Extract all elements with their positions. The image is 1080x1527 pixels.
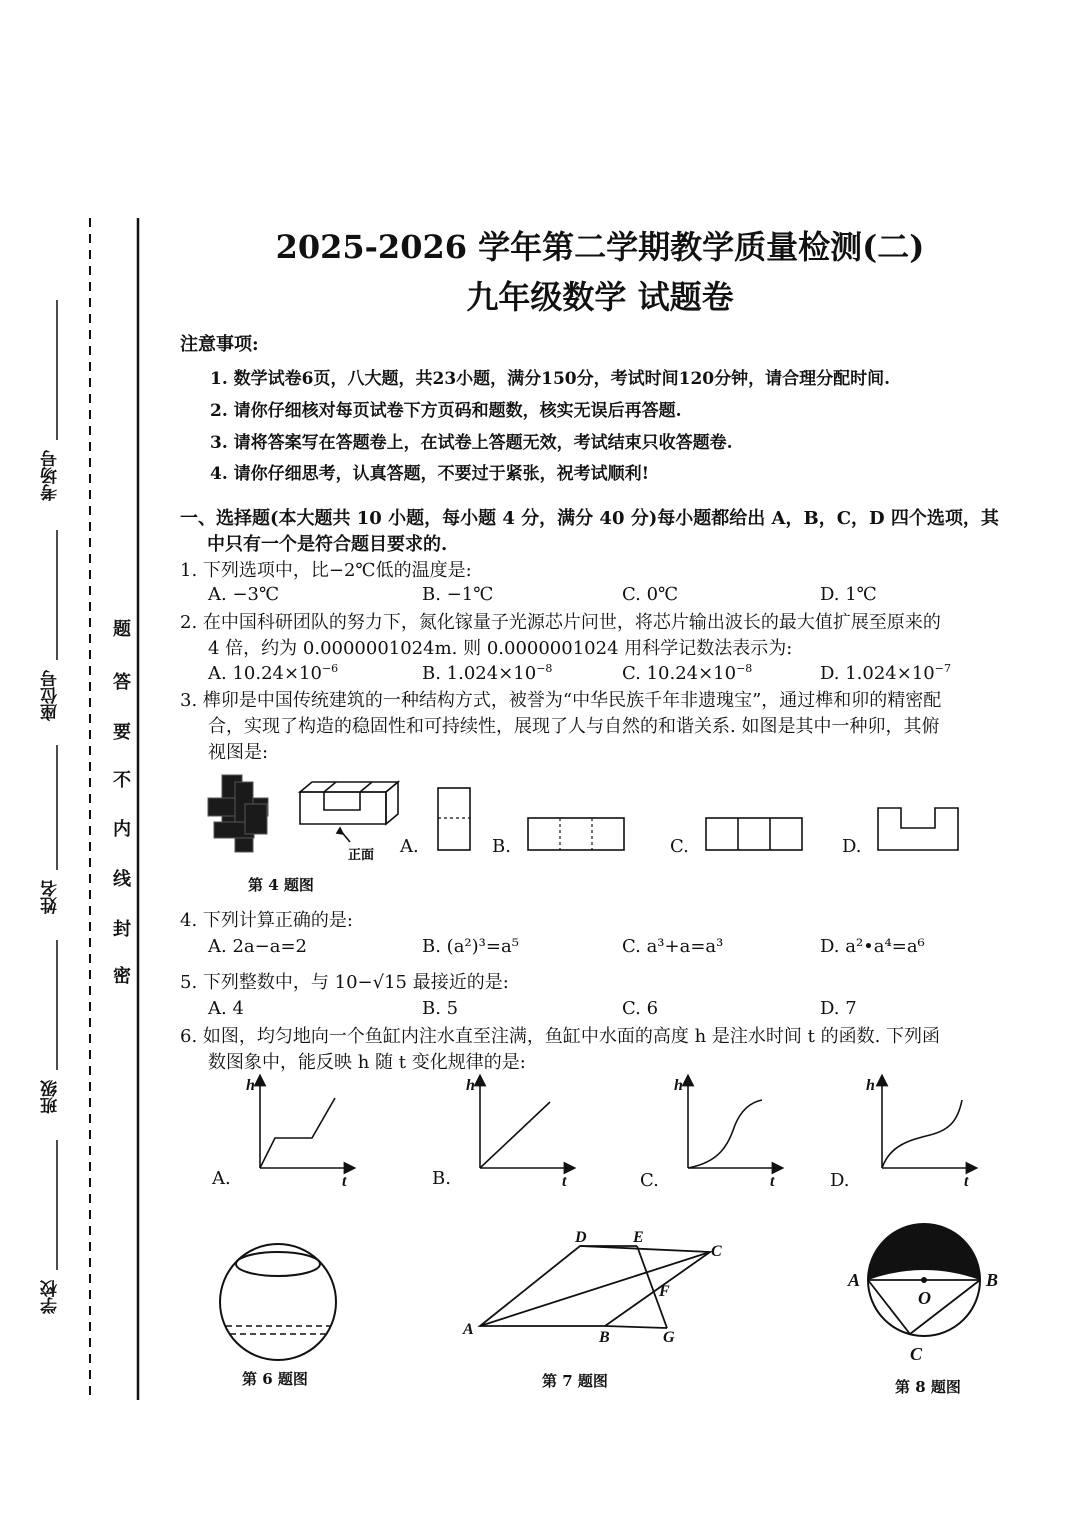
point-label-d: D (575, 1229, 587, 1246)
q2-option-d-exp: −7 (934, 662, 951, 675)
point-label-b: B (986, 1270, 999, 1290)
section-heading (180, 506, 1040, 558)
q5-option-c: C. 6 (622, 998, 659, 1019)
q2-stem-line1: 2. 在中国科研团队的努力下，氮化镓量子光源芯片问世，将芯片输出波长的最大值扩展至原来的 (180, 612, 941, 633)
fig7-geometry (455, 1228, 735, 1348)
seal-char: 答 (113, 672, 131, 693)
q3-option-a: A. (400, 836, 419, 857)
point-label-o: O (918, 1288, 931, 1308)
point-label-a: A (848, 1270, 861, 1290)
q5-stem: 5. 下列整数中，与 10−√15 最接近的是: (180, 972, 509, 993)
seal-char: 内 (113, 819, 131, 840)
q4-stem: 4. 下列计算正确的是: (180, 910, 353, 931)
q4-option-b: B. (a²)³=a⁵ (422, 936, 519, 957)
q2-option-b-base: B. 1.024×10 (422, 663, 537, 684)
q2-option-b-exp: −8 (536, 662, 553, 675)
field-name: 姓名 (41, 880, 61, 914)
q3-option-d: D. (842, 836, 862, 857)
q4-option-a: A. 2a−a=2 (208, 936, 307, 957)
point-label-g: G (663, 1329, 675, 1346)
q5-option-a: A. 4 (208, 998, 244, 1019)
axis-t-label: t (342, 1173, 347, 1190)
axis-t-label: t (562, 1173, 567, 1190)
exam-title: 2025-2026 学年第二学期教学质量检测(二) (275, 228, 925, 266)
q1-option-c: C. 0℃ (622, 584, 679, 605)
q2-option-a-exp: −6 (321, 662, 339, 675)
q3-stem-line2: 合，实现了构造的稳固性和可持续性，展现了人与自然的和谐关系. 如图是其中一种卯，其俯 (208, 716, 940, 737)
q6-option-c: C. (640, 1170, 659, 1191)
axis-h-label: h (866, 1077, 875, 1094)
field-seat-number: 座位号 (41, 670, 61, 721)
q2-option-a (208, 662, 338, 684)
q3-stem-line3: 视图是: (208, 742, 269, 763)
q2-option-c-base: C. 10.24×10 (622, 663, 737, 684)
q2-stem-line2: 4 倍，约为 0.0000001024m. 则 0.0000001024 用科学记数法表示为: (208, 638, 793, 659)
point-label-b: B (599, 1329, 610, 1346)
note-item: 1. 数学试卷6页，八大题，共23小题，满分150分，考试时间120分钟，请合理分配时间. (210, 369, 891, 389)
seal-char: 要 (113, 722, 131, 743)
point-label-c: C (910, 1344, 923, 1364)
q1-stem: 1. 下列选项中，比−2℃低的温度是: (180, 560, 472, 581)
q6-stem-line1: 6. 如图，均匀地向一个鱼缸内注水直至注满，鱼缸中水面的高度 h 是注水时间 t 的函数. 下列函 (180, 1026, 941, 1047)
field-school: 学校 (41, 1280, 61, 1314)
q1-option-b: B. −1℃ (422, 584, 494, 605)
point-label-f: F (659, 1283, 670, 1300)
q3-option-b: B. (492, 836, 511, 857)
q6-stem-line2: 数图象中，能反映 h 随 t 变化规律的是: (208, 1052, 526, 1073)
q6-option-b: B. (432, 1168, 451, 1189)
point-label-a: A (463, 1321, 474, 1338)
q2-option-c (622, 662, 752, 684)
fig7-caption: 第 7 题图 (542, 1372, 608, 1390)
q3-stem-line1: 3. 榫卯是中国传统建筑的一种结构方式，被誉为“中华民族千年非遗瑰宝”，通过榫和卯的精密配 (180, 690, 942, 711)
q6-graphs (200, 1070, 1000, 1190)
section-heading-line2: 中只有一个是符合题目要求的. (207, 534, 448, 555)
fig6-caption: 第 6 题图 (242, 1370, 308, 1388)
q2-option-c-exp: −8 (736, 662, 753, 675)
fig8-caption: 第 8 题图 (895, 1378, 961, 1396)
q6-option-d: D. (830, 1170, 850, 1191)
section-heading-line1: 一、选择题(本大题共 10 小题，每小题 4 分，满分 40 分)每小题都给出 A，B，C，D 四个选项，其 (180, 508, 999, 529)
seal-char: 封 (113, 919, 131, 940)
notes-heading: 注意事项: (180, 334, 259, 355)
seal-char: 线 (113, 869, 131, 890)
field-class: 班级 (41, 1080, 61, 1114)
q2-option-a-base: A. 10.24×10 (208, 663, 322, 684)
q3-fig-caption: 第 4 题图 (248, 876, 314, 894)
q4-option-c: C. a³+a=a³ (622, 936, 724, 957)
seal-char: 密 (113, 966, 131, 987)
note-item: 2. 请你仔细核对每页试卷下方页码和题数，核实无误后再答题. (210, 401, 682, 421)
seal-char: 不 (113, 770, 131, 791)
q1-option-a: A. −3℃ (208, 584, 280, 605)
field-exam-room: 考场号 (41, 450, 61, 501)
q5-option-b: B. 5 (422, 998, 459, 1019)
axis-t-label: t (964, 1173, 969, 1190)
axis-h-label: h (674, 1077, 683, 1094)
fig6-fishbowl (210, 1230, 350, 1370)
q2-option-b (422, 662, 552, 684)
fig8-circle (840, 1222, 1010, 1372)
front-label: 正面 (348, 847, 375, 862)
q2-option-d (820, 662, 951, 684)
q4-option-d: D. a²•a⁴=a⁶ (820, 936, 925, 957)
q2-option-d-base: D. 1.024×10 (820, 663, 935, 684)
mortise-photo (208, 775, 268, 852)
exam-subtitle: 九年级数学 试题卷 (466, 278, 734, 316)
q3-option-c: C. (670, 836, 689, 857)
point-label-c: C (711, 1243, 722, 1260)
axis-h-label: h (466, 1077, 475, 1094)
point-label-e: E (633, 1229, 644, 1246)
note-item: 4. 请你仔细思考，认真答题，不要过于紧张，祝考试顺利! (210, 464, 650, 484)
q6-option-a: A. (212, 1168, 231, 1189)
q3-figures (200, 770, 1000, 870)
q1-option-d: D. 1℃ (820, 584, 877, 605)
q5-option-d: D. 7 (820, 998, 857, 1019)
note-item: 3. 请将答案写在答题卷上，在试卷上答题无效，考试结束只收答题卷. (210, 433, 733, 453)
mortise-block (300, 782, 398, 842)
axis-h-label: h (246, 1077, 255, 1094)
seal-char: 题 (113, 619, 131, 640)
axis-t-label: t (770, 1173, 775, 1190)
